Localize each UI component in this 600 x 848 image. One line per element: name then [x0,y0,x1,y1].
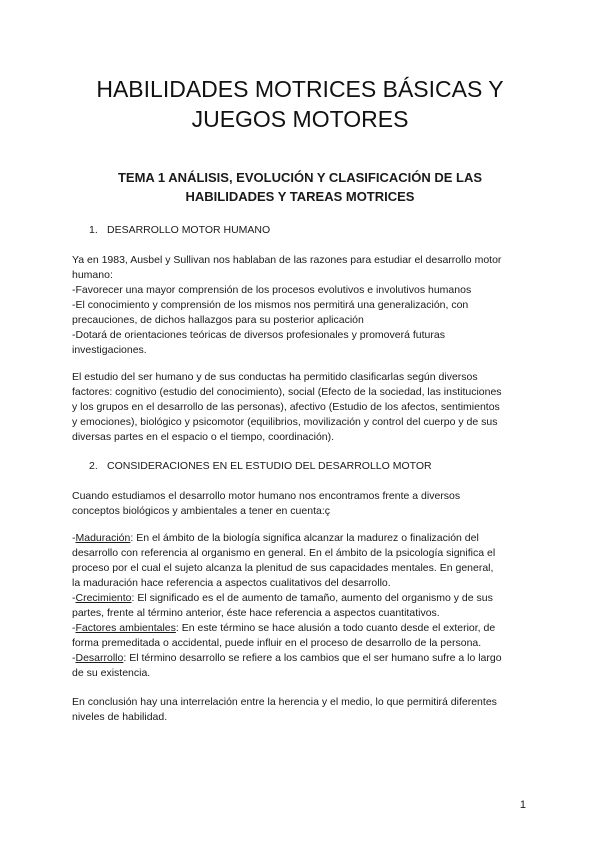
text-line: -Favorecer una mayor comprensión de los procesos evolutivos e involutivos humanos [72,284,472,296]
section-1-paragraph-factors [72,370,532,445]
text-line: En conclusión hay una interrelación entre la herencia y el medio, lo que permitirá diferentes [72,696,497,708]
section-2-conclusion [72,695,532,725]
section-heading-text: CONSIDERACIONES EN EL ESTUDIO DEL DESARROLLO MOTOR [107,460,432,472]
text-line: factores: cognitivo (estudio del conocimiento), social (Efecto de la sociedad, las instituciones [72,386,502,398]
section-2-heading [89,459,432,473]
definition-text: : En el ámbito de la biología significa alcanzar la madurez o finalización del [130,532,479,544]
text-line: desarrollo con referencia al organismo en general. En el ámbito de la psicología significa el [72,547,496,559]
text-line: partes, frente al término anterior, éste hace referencia a aspectos cuantitativos. [72,607,440,619]
text-line: -Dotará de orientaciones teóricas de diversos profesionales y promoverá futuras [72,329,445,341]
term-factores-ambientales: Factores ambientales [75,622,176,634]
section-2-definitions [72,531,532,681]
text-line: y los grupos en el desarrollo de las personas), afectivo (Estudio de los afectos, sentimientos [72,401,500,413]
text-line: de su existencia. [72,667,151,679]
section-1-heading [89,223,270,237]
text-line: conceptos biológicos y ambientales a tener en cuenta:ç [72,505,330,517]
term-crecimiento: Crecimiento [75,592,132,604]
text-line: niveles de habilidad. [72,711,168,723]
text-line: investigaciones. [72,344,147,356]
definition-desarrollo: -Desarrollo: El término desarrollo se refiere a los cambios que el ser humano sufre a lo largo [72,652,502,664]
text-line: precauciones, de dichos hallazgos para su posterior aplicación [72,314,364,326]
title-line: JUEGOS MOTORES [191,106,409,132]
section-heading-text: DESARROLLO MOTOR HUMANO [107,224,271,236]
text-line: proceso por el cual el sujeto alcanza la plenitud de sus capacidades mentales. En general, [72,562,494,574]
text-line: humano: [72,269,113,281]
text-line: forma premeditada o accidental, puede influir en el proceso de desarrollo de la persona. [72,637,482,649]
definition-maduracion: -Maduración: En el ámbito de la biología significa alcanzar la madurez o finalización del [72,532,479,544]
section-number: 1. [89,224,98,236]
text-line: diversas partes en el espacio o el tiempo, coordinación). [72,431,335,443]
text-line: la maduración hace referencia a aspectos cualitativos del desarrollo. [72,577,391,589]
title-line: HABILIDADES MOTRICES BÁSICAS Y [96,76,504,102]
text-line: Ya en 1983, Ausbel y Sullivan nos hablaban de las razones para estudiar el desarrollo motor [72,254,502,266]
term-maduracion: Maduración [75,532,131,544]
definition-text: : En este término se hace alusión a todo cuanto desde el exterior, de [175,622,496,634]
section-2-intro [72,489,532,519]
text-line: -El conocimiento y comprensión de los mismos nos permitirá una generalización, con [72,299,469,311]
section-1-paragraph-reasons [72,253,532,358]
document-title [40,74,560,134]
text-line: El estudio del ser humano y de sus conductas ha permitido clasificarlas según diversos [72,371,478,383]
text-line: Cuando estudiamos el desarrollo motor humano nos encontramos frente a diversos [72,490,461,502]
topic-title [80,168,520,206]
section-number: 2. [89,460,98,472]
definition-text: : El término desarrollo se refiere a los cambios que el ser humano sufre a lo largo [123,652,502,664]
term-desarrollo: Desarrollo [75,652,124,664]
definition-text: : El significado es el de aumento de tamaño, aumento del organismo y de sus [131,592,493,604]
subtitle-line: TEMA 1 ANÁLISIS, EVOLUCIÓN Y CLASIFICACIÓN DE LAS [117,170,483,185]
text-line: y emociones), biológico y psicomotor (equilibrios, movilización y control del cuerpo y de sus [72,416,498,428]
definition-factores-ambientales: -Factores ambientales: En este término se hace alusión a todo cuanto desde el exterior, de [72,622,496,634]
page-number: 1 [519,799,526,811]
subtitle-line: HABILIDADES Y TAREAS MOTRICES [185,189,415,204]
definition-crecimiento: -Crecimiento: El significado es el de aumento de tamaño, aumento del organismo y de sus [72,592,493,604]
